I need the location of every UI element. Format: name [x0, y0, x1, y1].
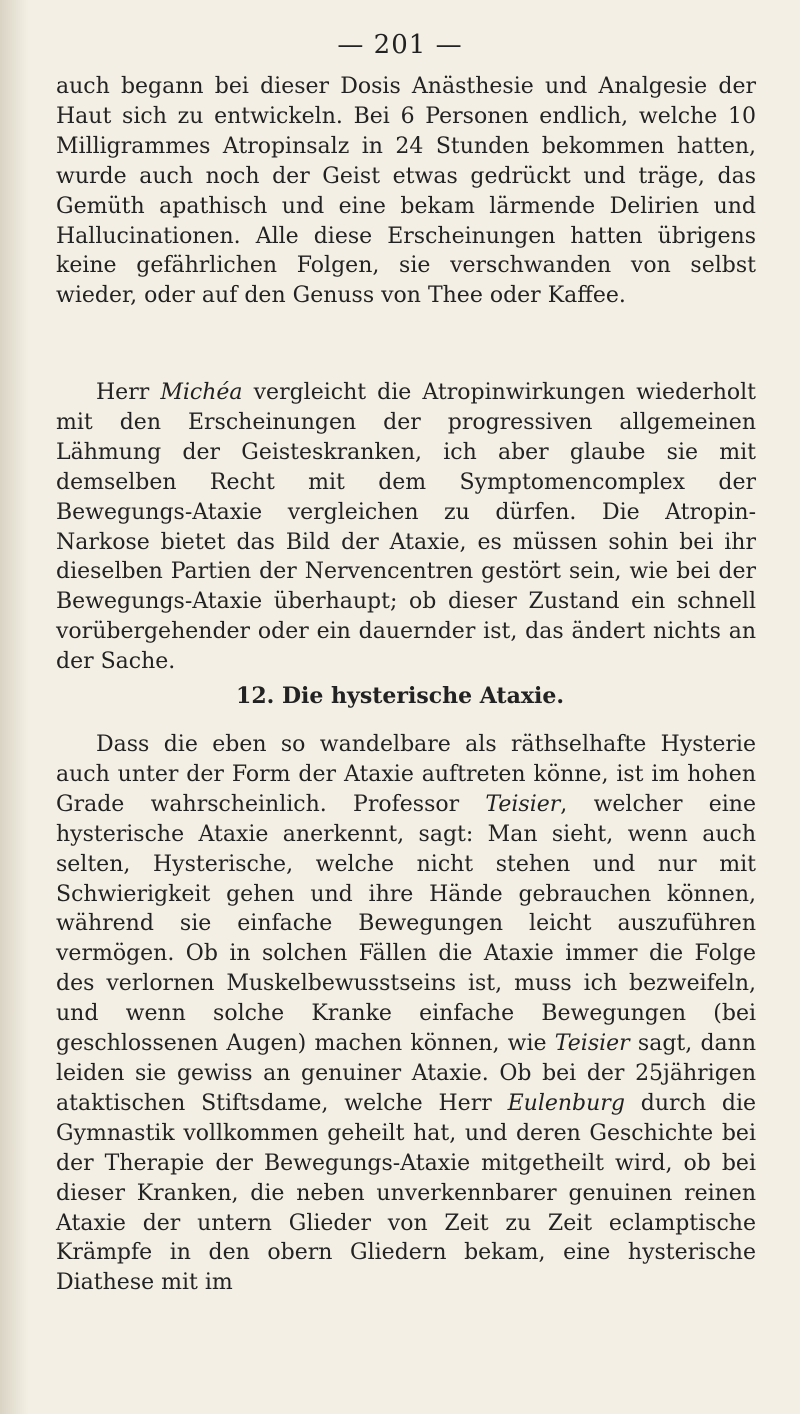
paragraph-text: Dass die eben so wandelbare als räthselhafte Hysterie auch unter der Form der Ataxie auftreten könne, ist im hohen Grade wahrscheinlich. Professor [56, 732, 756, 817]
paragraph-text: , welcher eine hysterische Ataxie anerkennt, sagt: Man sieht, wenn auch selten, Hysterische, welche nicht stehen und nur mit Schwierigkeit gehen und ihre Hände gebrauchen können, während sie einfache Bewegungen leicht auszuführen vermögen. Ob in solchen Fällen die Ataxie immer die Folge des verlornen Muskelbewusstseins ist, muss ich bezweifeln, und wenn solche Kranke einfache Bewegungen (bei geschlossenen Augen) machen können, wie [56, 791, 756, 1057]
person-name: Michéa [160, 380, 243, 405]
paragraph-text: vergleicht die Atropinwirkungen wiederholt mit den Erscheinungen der progressiven allgemeinen Lähmung der Geisteskranken, ich aber glaube sie mit demselben Recht mit dem Symptomencomplex der Bewegungs-Ataxie vergleichen zu dürfen. Die Atropin-Narkose bietet das Bild der Ataxie, es müssen sohin bei ihr dieselben Partien der Nervencentren gestört sein, wie bei der Bewegungs-Ataxie überhaupt; ob dieser Zustand ein schnell vorübergehender oder ein dauernder ist, das ändert nichts an der Sache. [56, 380, 756, 675]
person-name: Teisier [485, 791, 561, 817]
paragraph: auch begann bei dieser Dosis Anästhesie und Analgesie der Haut sich zu entwickeln. Bei 6 Personen endlich, welche 10 Milligrammes Atropinsalz in 24 Stunden bekommen hatten, wurde auch noch der Geist etwas gedrückt und träge, das Gemüth apathisch und eine bekam lärmende Delirien und Hallucinationen. Alle diese Erscheinungen hatten übrigens keine gefährlichen Folgen, sie verschwanden von selbst wieder, oder auf den Genuss von Thee oder Kaffee. [56, 74, 756, 309]
paragraph-text: Herr [96, 380, 161, 405]
paragraph-text: sagt, dann leiden sie gewiss an genuiner Ataxie. Ob bei der 25jährigen ataktischen Stiftsdame, welche Herr [56, 1031, 756, 1116]
person-name: Teisier [554, 1031, 630, 1057]
person-name: Eulenburg [507, 1090, 625, 1116]
paragraph [56, 730, 756, 1298]
paragraph-text: durch die Gymnastik vollkommen geheilt hat, und deren Geschichte bei der Therapie der Bewegungs-Ataxie mitgetheilt wird, ob bei dieser Kranken, die neben unverkennbarer genuinen reinen Ataxie der untern Glieder von Zeit zu Zeit eclamptische Krämpfe in den obern Gliedern bekam, eine hysterische Diathese mit im [56, 1090, 757, 1296]
paragraph [56, 378, 756, 677]
section-heading: 12. Die hysterische Ataxie. [236, 683, 564, 709]
page-number: — 201 — [337, 30, 463, 60]
